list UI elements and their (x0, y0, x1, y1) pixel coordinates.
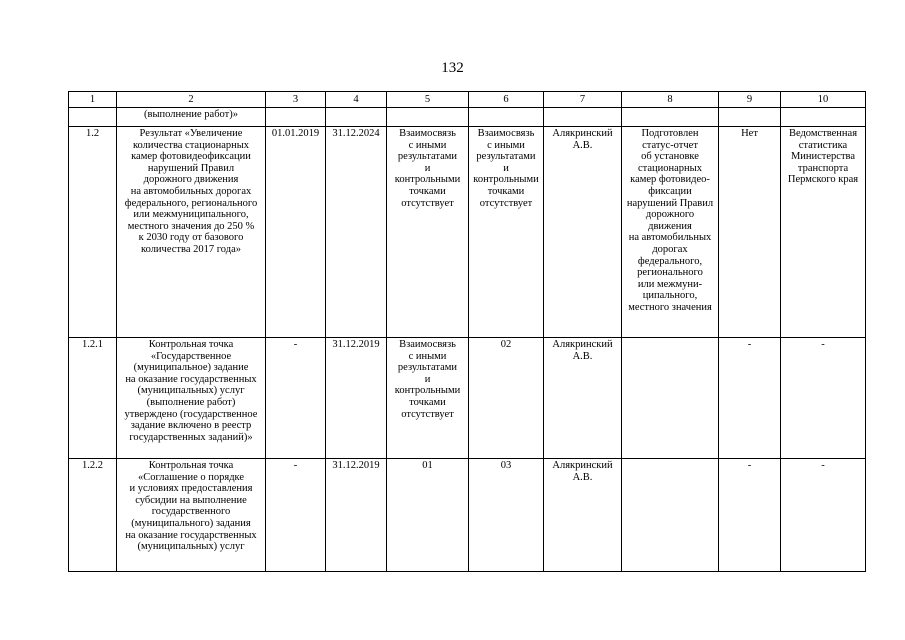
row-number: 1.2.1 (69, 338, 117, 459)
level-control (719, 108, 781, 127)
result-name: (выполнение работ)» (117, 108, 266, 127)
level-control: Нет (719, 127, 781, 338)
info-source: - (781, 338, 866, 459)
column-numbers-row (69, 92, 866, 108)
column-header: 5 (387, 92, 469, 108)
document-type (622, 459, 719, 572)
column-header: 9 (719, 92, 781, 108)
column-header: 2 (117, 92, 266, 108)
start-date: 01.01.2019 (266, 127, 326, 338)
table-row (69, 108, 866, 127)
start-date: - (266, 338, 326, 459)
column-header: 3 (266, 92, 326, 108)
relation-results: 01 (387, 459, 469, 572)
result-name: Контрольная точка «Соглашение о порядке и условиях предоставления субсидии на выполнение государственного (муниципального) задания на оказание государственных (муниципальных) услуг (117, 459, 266, 572)
info-source: Ведомственная статистика Министерства транспорта Пермского края (781, 127, 866, 338)
responsible (544, 108, 622, 127)
responsible: Алякринский А.В. (544, 459, 622, 572)
relation-points (469, 108, 544, 127)
document-type: Подготовлен статус-отчет об установке стационарных камер фотовидео- фиксации нарушений Правил дорожного движения на автомобильных дорогах федерального, регионального или межмуни- ципального, местного значения (622, 127, 719, 338)
row-number: 1.2 (69, 127, 117, 338)
relation-results: Взаимосвязь с иными результатами и контрольными точками отсутствует (387, 127, 469, 338)
row-number: 1.2.2 (69, 459, 117, 572)
row-number (69, 108, 117, 127)
relation-points: 02 (469, 338, 544, 459)
document-type (622, 108, 719, 127)
relation-results (387, 108, 469, 127)
end-date: 31.12.2019 (326, 338, 387, 459)
relation-points: 03 (469, 459, 544, 572)
responsible: Алякринский А.В. (544, 127, 622, 338)
info-source (781, 108, 866, 127)
start-date (266, 108, 326, 127)
column-header: 7 (544, 92, 622, 108)
page-number: 132 (441, 60, 464, 76)
document-type (622, 338, 719, 459)
info-source: - (781, 459, 866, 572)
column-header: 4 (326, 92, 387, 108)
result-name: Результат «Увеличение количества стационарных камер фотовидеофиксации нарушений Правил дорожного движения на автомобильных дорогах федерального, регионального или межмуниципального, местного значения до 250 % к 2030 году от базового количества 2017 года» (117, 127, 266, 338)
end-date: 31.12.2024 (326, 127, 387, 338)
responsible: Алякринский А.В. (544, 338, 622, 459)
table-row (69, 459, 866, 572)
column-header: 6 (469, 92, 544, 108)
level-control: - (719, 459, 781, 572)
column-header: 1 (69, 92, 117, 108)
plan-table (68, 91, 866, 572)
table-row (69, 338, 866, 459)
column-header: 8 (622, 92, 719, 108)
relation-results: Взаимосвязь с иными результатами и контрольными точками отсутствует (387, 338, 469, 459)
level-control: - (719, 338, 781, 459)
table-row (69, 127, 866, 338)
start-date: - (266, 459, 326, 572)
column-header: 10 (781, 92, 866, 108)
end-date (326, 108, 387, 127)
relation-points: Взаимосвязь с иными результатами и контрольными точками отсутствует (469, 127, 544, 338)
result-name: Контрольная точка «Государственное (муниципальное) задание на оказание государственных (муниципальных) услуг (выполнение работ) утверждено (государственное задание включено в реестр государственных заданий)» (117, 338, 266, 459)
end-date: 31.12.2019 (326, 459, 387, 572)
